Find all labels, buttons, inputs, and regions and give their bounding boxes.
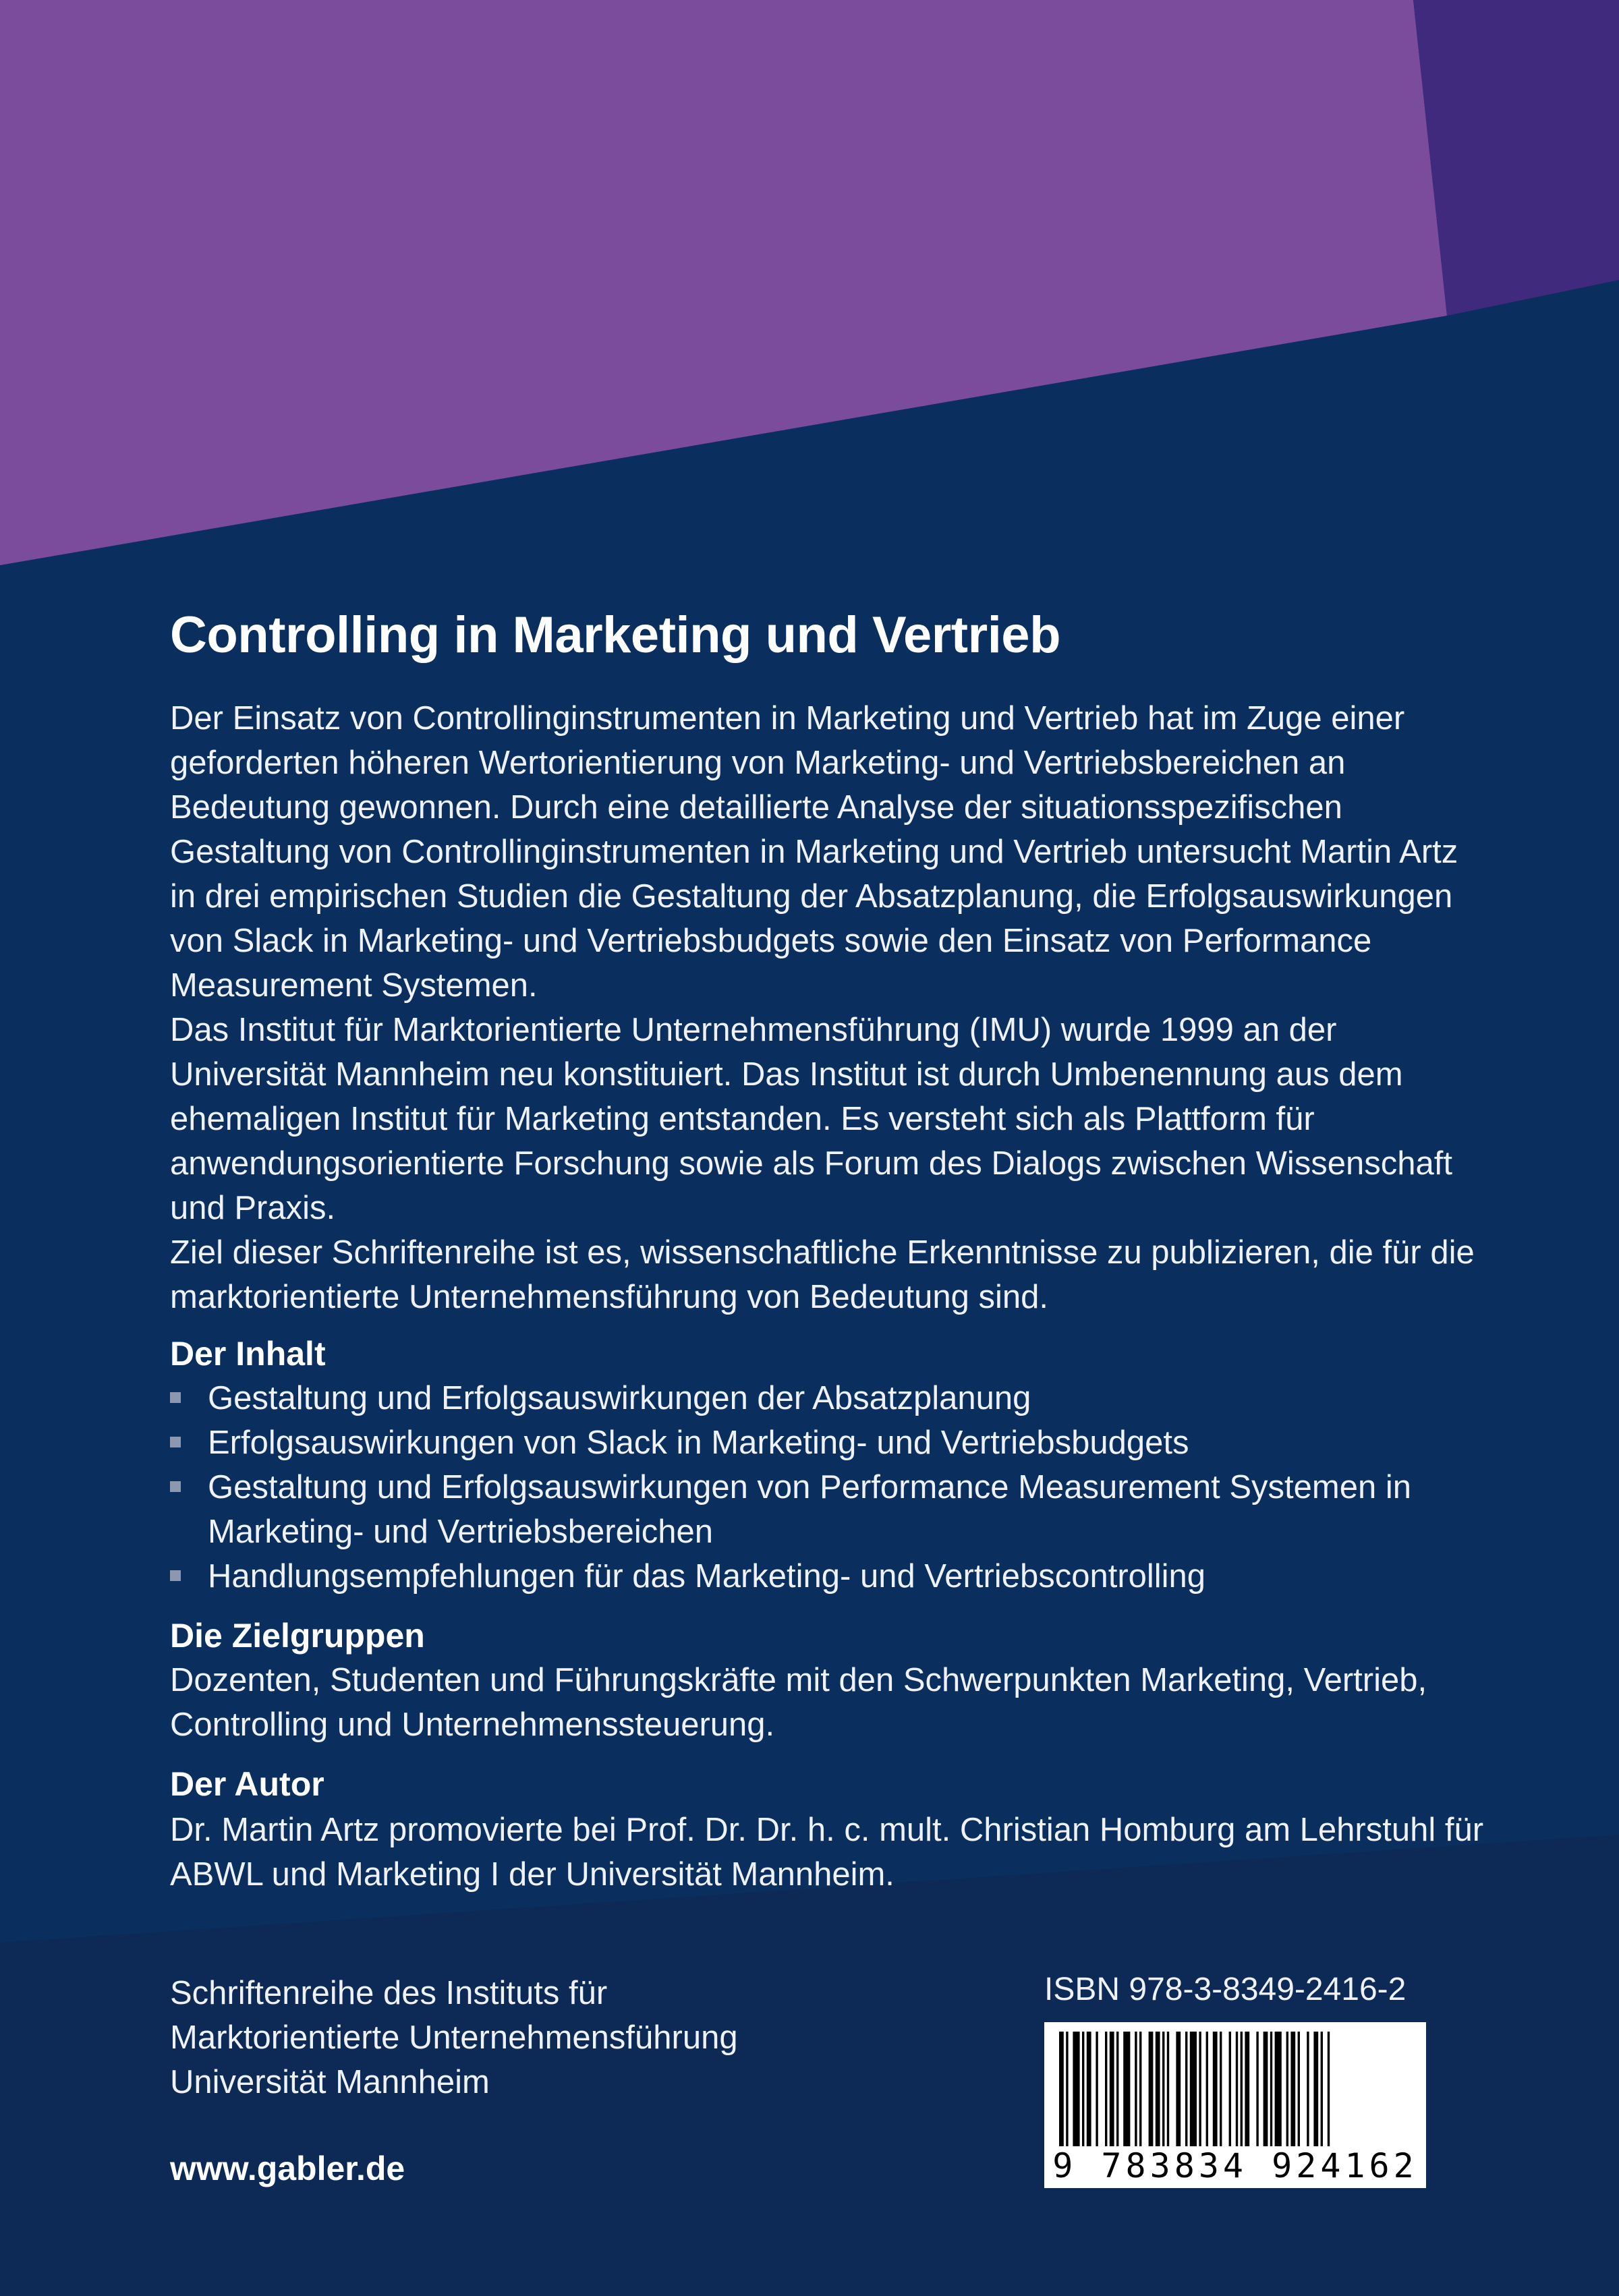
- series-line: Universität Mannheim: [170, 2064, 490, 2100]
- barcode-digits: 9 783834 924162: [1052, 2146, 1418, 2185]
- series-info: [170, 1971, 912, 2104]
- barcode-bar: [1313, 2032, 1318, 2146]
- barcode-bar: [1176, 2032, 1181, 2146]
- description-paragraph: Der Einsatz von Controllinginstrumenten in Marketing und Vertrieb hat im Zuge einer geforderten höheren Wertorientierung von Marketing- und Vertriebsbereichen an Bedeutung gewonnen. Durch eine detaillierte Analyse der situationsspezifischen Gestaltung von Controllinginstrumenten in Marketing und Vertrieb untersucht Martin Artz in drei empirischen Studien die Gestaltung der Absatzplanung, die Erfolgsauswirkungen von Slack in Marketing- und Vertriebsbudgets sowie den Einsatz von Performance Measurement Systemen.: [170, 700, 1458, 1004]
- inhalt-list: [170, 1376, 1492, 1599]
- square-bullet-icon: [170, 1570, 181, 1581]
- barcode-bar: [1156, 2032, 1160, 2146]
- barcode-bar: [1082, 2032, 1084, 2146]
- barcode-bar: [1116, 2032, 1118, 2146]
- barcode-bar: [1213, 2032, 1218, 2146]
- square-bullet-icon: [170, 1481, 181, 1492]
- book-title: Controlling in Marketing und Vertrieb: [170, 606, 1060, 664]
- barcode-bar: [1229, 2032, 1231, 2146]
- barcode-bar: [1236, 2032, 1238, 2146]
- dark-purple-corner: [1413, 0, 1619, 316]
- barcode-bar: [1241, 2032, 1243, 2146]
- barcode-bar: [1110, 2032, 1114, 2146]
- autor-text: Dr. Martin Artz promovierte bei Prof. Dr. Dr. h. c. mult. Christian Homburg am Lehrstuhl für ABWL und Marketing I der Universität Mannheim.: [170, 1812, 1484, 1893]
- series-line: Schriftenreihe des Instituts für: [170, 1975, 608, 2011]
- square-bullet-icon: [170, 1437, 181, 1447]
- barcode-bar: [1190, 2032, 1197, 2146]
- isbn-label: ISBN 978-3-8349-2416-2: [1044, 1972, 1407, 2007]
- barcode-bar: [1059, 2032, 1064, 2146]
- barcode-bar: [1290, 2032, 1295, 2146]
- barcode-bar: [1286, 2032, 1288, 2146]
- series-goal-paragraph: Ziel dieser Schriftenreihe ist es, wissenschaftliche Erkenntnisse zu publizieren, die für die marktorientierte Unternehmensführung von Bedeutung sind.: [170, 1234, 1475, 1315]
- barcode-bar: [1270, 2032, 1272, 2146]
- publisher-website: www.gabler.de: [170, 2150, 405, 2187]
- barcode-bar: [1263, 2032, 1268, 2146]
- barcode-bar: [1167, 2032, 1169, 2146]
- inhalt-heading: Der Inhalt: [170, 1335, 326, 1373]
- barcode-bar: [1149, 2032, 1154, 2146]
- barcode-bar: [1066, 2032, 1068, 2146]
- barcode-bar: [1185, 2032, 1187, 2146]
- institute-paragraph: Das Institut für Marktorientierte Unternehmensführung (IMU) wurde 1999 an der Universität Mannheim neu konstituiert. Das Institut ist durch Umbenennung aus dem ehemaligen Institut für Marketing entstanden. Es versteht sich als Plattform für anwendungsorientierte Forschung sowie als Forum des Dialogs zwischen Wissenschaft und Praxis.: [170, 1012, 1452, 1226]
- barcode-bar: [1096, 2032, 1098, 2146]
- list-item: Handlungsempfehlungen für das Marketing- und Vertriebscontrolling: [170, 1554, 1492, 1599]
- list-item: Erfolgsauswirkungen von Slack in Marketing- und Vertriebsbudgets: [170, 1420, 1492, 1465]
- square-bullet-icon: [170, 1392, 181, 1403]
- barcode-bar: [1307, 2032, 1309, 2146]
- zielgruppen-text: Dozenten, Studenten und Führungskräfte mit den Schwerpunkten Marketing, Vertrieb, Controlling und Unternehmenssteuerung.: [170, 1662, 1427, 1743]
- barcode-bar: [1135, 2032, 1137, 2146]
- series-line: Marktorientierte Unternehmensführung: [170, 2019, 738, 2056]
- barcode-bar: [1199, 2032, 1201, 2146]
- barcode-bar: [1256, 2032, 1258, 2146]
- barcode-bar: [1206, 2032, 1208, 2146]
- description-block: [170, 696, 1492, 1319]
- barcode-bar: [1073, 2032, 1079, 2146]
- barcode-bar: [1245, 2032, 1249, 2146]
- barcode-bar: [1298, 2032, 1300, 2146]
- barcode-bar: [1321, 2032, 1323, 2146]
- barcode-bar: [1123, 2032, 1130, 2146]
- barcode-bar: [1162, 2032, 1164, 2146]
- list-item: Gestaltung und Erfolgsauswirkungen der Absatzplanung: [170, 1376, 1492, 1420]
- barcode: [1044, 2022, 1426, 2188]
- autor-heading: Der Autor: [170, 1765, 324, 1803]
- barcode-bar: [1328, 2032, 1330, 2146]
- barcode-bar: [1275, 2032, 1282, 2146]
- barcode-bar: [1139, 2032, 1141, 2146]
- barcode-bar: [1105, 2032, 1107, 2146]
- barcode-bar: [1087, 2032, 1091, 2146]
- zielgruppen-heading: Die Zielgruppen: [170, 1617, 425, 1655]
- list-item: Gestaltung und Erfolgsauswirkungen von Performance Measurement Systemen in Marketing- und Vertriebsbereichen: [170, 1465, 1492, 1554]
- barcode-bar: [1220, 2032, 1222, 2146]
